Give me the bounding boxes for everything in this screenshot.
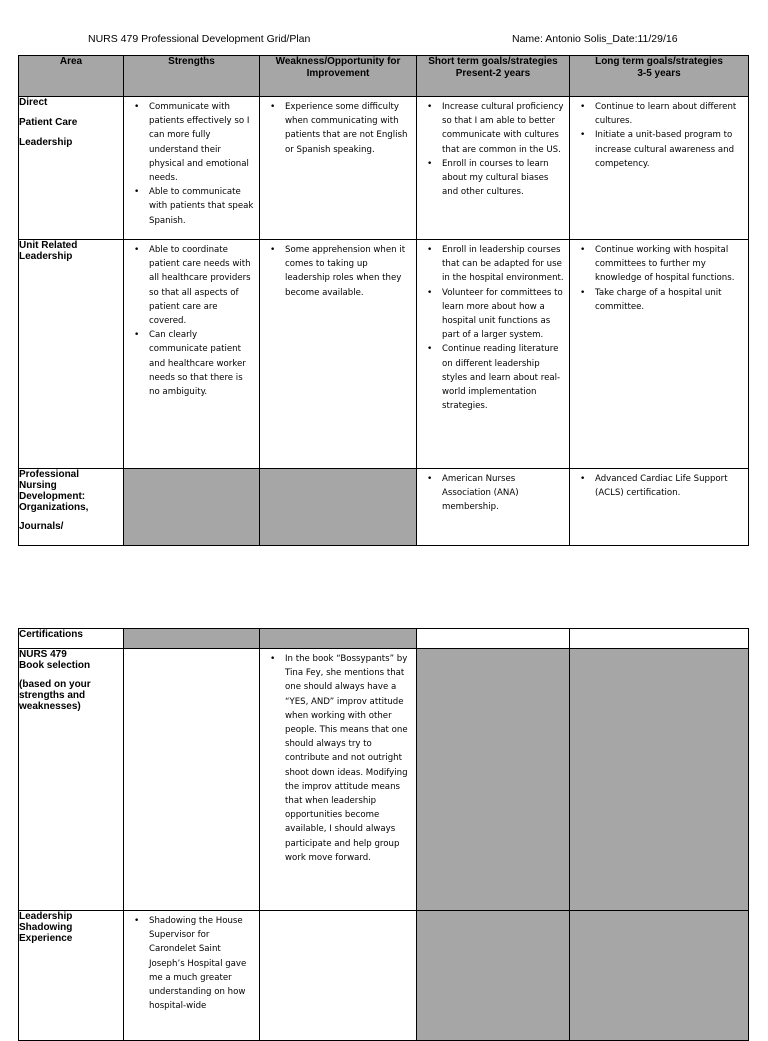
development-grid-table-bottom [18, 628, 749, 1041]
area-cell-certifications: Certifications [19, 629, 124, 649]
shaded-cell [124, 469, 260, 546]
column-header-long-term: Long term goals/strategies 3-5 years [570, 56, 749, 97]
shaded-cell [570, 649, 749, 911]
area-cell-shadowing: Leadership Shadowing Experience [19, 911, 124, 1041]
strengths-cell-shadowing [124, 911, 260, 1041]
list-item: • Able to coordinate patient care needs with all healthcare providers so that all aspects of patient care are covered. [149, 243, 255, 328]
weakness-cell-unit [260, 240, 417, 469]
short-term-cell-direct [417, 97, 570, 240]
document-header [88, 33, 768, 47]
table-row-direct-patient-care [19, 97, 749, 240]
weakness-cell-direct [260, 97, 417, 240]
document-title: NURS 479 Professional Development Grid/Plan [88, 33, 311, 45]
list-item: • Volunteer for committees to learn more about how a hospital unit functions as part of a larger system. [442, 286, 565, 343]
list-item: • Advanced Cardiac Life Support (ACLS) certification. [595, 472, 744, 500]
list-item: • Some apprehension when it comes to taking up leadership roles when they become available. [285, 243, 412, 300]
long-term-cell-professional [570, 469, 749, 546]
strengths-cell-direct [124, 97, 260, 240]
long-term-cell-unit [570, 240, 749, 469]
list-item: • Shadowing the House Supervisor for Carondelet Saint Joseph’s Hospital gave me a much greater understanding on how hospital-wide [149, 914, 255, 1013]
list-item: • Enroll in leadership courses that can be adapted for use in the hospital environment. [442, 243, 565, 286]
list-item: • Continue to learn about different cultures. [595, 100, 744, 128]
list-item: • Can clearly communicate patient and healthcare worker needs so that there is no ambiguity. [149, 328, 255, 399]
area-cell-book-selection: NURS 479 Book selection (based on your strengths and weaknesses) [19, 649, 124, 911]
empty-cell [570, 629, 749, 649]
short-term-cell-professional [417, 469, 570, 546]
table-row-unit-related [19, 240, 749, 469]
list-item: • Experience some difficulty when communicating with patients that are not English or Spanish speaking. [285, 100, 412, 157]
weakness-cell-book [260, 649, 417, 911]
short-term-cell-unit [417, 240, 570, 469]
shaded-cell [417, 649, 570, 911]
column-header-strengths: Strengths [124, 56, 260, 97]
list-item: • In the book “Bossypants” by Tina Fey, she mentions that one should always have a “YES, AND” improv attitude when working with other people. This means that one should always try to contribute and not outright shoot down ideas. Modifying the improv attitude means that when leadership opportunities become available, I should always participate and help group work move forward. [285, 652, 412, 865]
table-row-book-selection [19, 649, 749, 911]
shaded-cell [570, 911, 749, 1041]
list-item: • Enroll in courses to learn about my cultural biases and other cultures. [442, 157, 565, 200]
shaded-cell [417, 911, 570, 1041]
empty-cell [124, 649, 260, 911]
list-item: • Take charge of a hospital unit committee. [595, 286, 744, 314]
list-item: • American Nurses Association (ANA) membership. [442, 472, 565, 515]
column-header-area: Area [19, 56, 124, 97]
list-item: • Initiate a unit-based program to increase cultural awareness and competency. [595, 128, 744, 171]
empty-cell [417, 629, 570, 649]
area-cell-unit-related: Unit Related Leadership [19, 240, 124, 469]
shaded-cell [124, 629, 260, 649]
header-row [19, 56, 749, 97]
column-header-weakness: Weakness/Opportunity for Improvement [260, 56, 417, 97]
list-item: • Communicate with patients effectively so I can more fully understand their physical and emotional needs. [149, 100, 255, 185]
long-term-cell-direct [570, 97, 749, 240]
author-name-date: Name: Antonio Solis_Date:11/29/16 [512, 33, 678, 45]
list-item: • Able to communicate with patients that speak Spanish. [149, 185, 255, 228]
list-item: • Increase cultural proficiency so that I am able to better communicate with cultures that are common in the US. [442, 100, 565, 157]
table-row-certifications [19, 629, 749, 649]
list-item: • Continue reading literature on different leadership styles and learn about real-world implementation strategies. [442, 342, 565, 413]
table-row-professional-development [19, 469, 749, 546]
shaded-cell [260, 469, 417, 546]
development-grid-table-top [18, 55, 749, 546]
strengths-cell-unit [124, 240, 260, 469]
shaded-cell [260, 629, 417, 649]
area-cell-professional-development: Professional Nursing Development: Organizations, Journals/ [19, 469, 124, 546]
empty-cell [260, 911, 417, 1041]
table-row-shadowing [19, 911, 749, 1041]
column-header-short-term: Short term goals/strategies Present-2 years [417, 56, 570, 97]
area-cell-direct-patient-care: Direct Patient Care Leadership [19, 97, 124, 240]
list-item: • Continue working with hospital committees to further my knowledge of hospital functions. [595, 243, 744, 286]
